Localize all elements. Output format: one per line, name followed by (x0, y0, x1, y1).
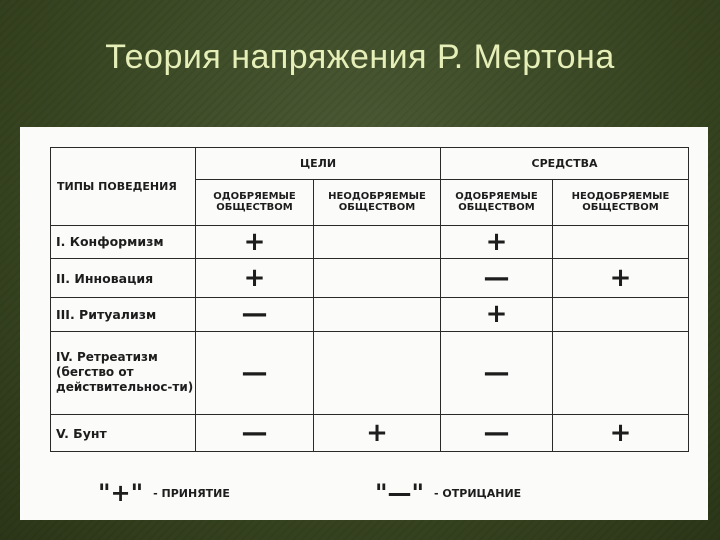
cell-means-disapproved (553, 297, 689, 331)
row-label: II. Инновация (51, 259, 196, 298)
cell-goals-disapproved (314, 297, 441, 331)
row-label: IV. Ретреатизм (бегство от действительнос-ти) (51, 331, 196, 415)
legend-minus-text: - ОТРИЦАНИЕ (434, 486, 522, 500)
table-row-ritualism (51, 297, 689, 331)
cell-means-approved: — (441, 259, 553, 298)
legend-plus-text: - ПРИНЯТИЕ (153, 486, 230, 500)
table-row-conformism (51, 225, 689, 259)
cell-means-approved: + (441, 225, 553, 259)
cell-means-approved: + (441, 297, 553, 331)
cell-means-approved: — (441, 331, 553, 415)
merton-strain-table (50, 147, 689, 452)
legend-acceptance (98, 479, 230, 507)
cell-goals-disapproved (314, 331, 441, 415)
row-label: I. Конформизм (51, 225, 196, 259)
subheader-means-approved: ОДОБРЯЕМЫЕ ОБЩЕСТВОМ (441, 179, 553, 225)
cell-goals-approved: + (196, 225, 314, 259)
legend-negation (375, 479, 521, 507)
cell-goals-approved: + (196, 259, 314, 298)
cell-means-disapproved: + (553, 259, 689, 298)
slide-title: Теория напряжения Р. Мертона (105, 38, 615, 76)
subheader-goals-disapproved: НЕОДОБРЯЕМЫЕ ОБЩЕСТВОМ (314, 179, 441, 225)
table-row-retreatism (51, 331, 689, 415)
table-row-innovation (51, 259, 689, 298)
header-goals: ЦЕЛИ (196, 148, 441, 180)
cell-goals-approved: — (196, 297, 314, 331)
header-means: СРЕДСТВА (441, 148, 689, 180)
subheader-means-disapproved: НЕОДОБРЯЕМЫЕ ОБЩЕСТВОМ (553, 179, 689, 225)
cell-goals-disapproved: + (314, 415, 441, 452)
cell-means-disapproved: + (553, 415, 689, 452)
cell-means-disapproved (553, 331, 689, 415)
legend-minus-symbol: "—" (375, 479, 425, 507)
row-label: III. Ритуализм (51, 297, 196, 331)
subheader-goals-approved: ОДОБРЯЕМЫЕ ОБЩЕСТВОМ (196, 179, 314, 225)
cell-goals-approved: — (196, 331, 314, 415)
legend-plus-symbol: "+" (98, 479, 144, 507)
cell-means-disapproved (553, 225, 689, 259)
cell-goals-disapproved (314, 225, 441, 259)
cell-goals-disapproved (314, 259, 441, 298)
cell-goals-approved: — (196, 415, 314, 452)
table-row-rebellion (51, 415, 689, 452)
scanned-table-image (20, 127, 708, 520)
cell-means-approved: — (441, 415, 553, 452)
row-label: V. Бунт (51, 415, 196, 452)
header-behavior-types: ТИПЫ ПОВЕДЕНИЯ (51, 148, 196, 226)
